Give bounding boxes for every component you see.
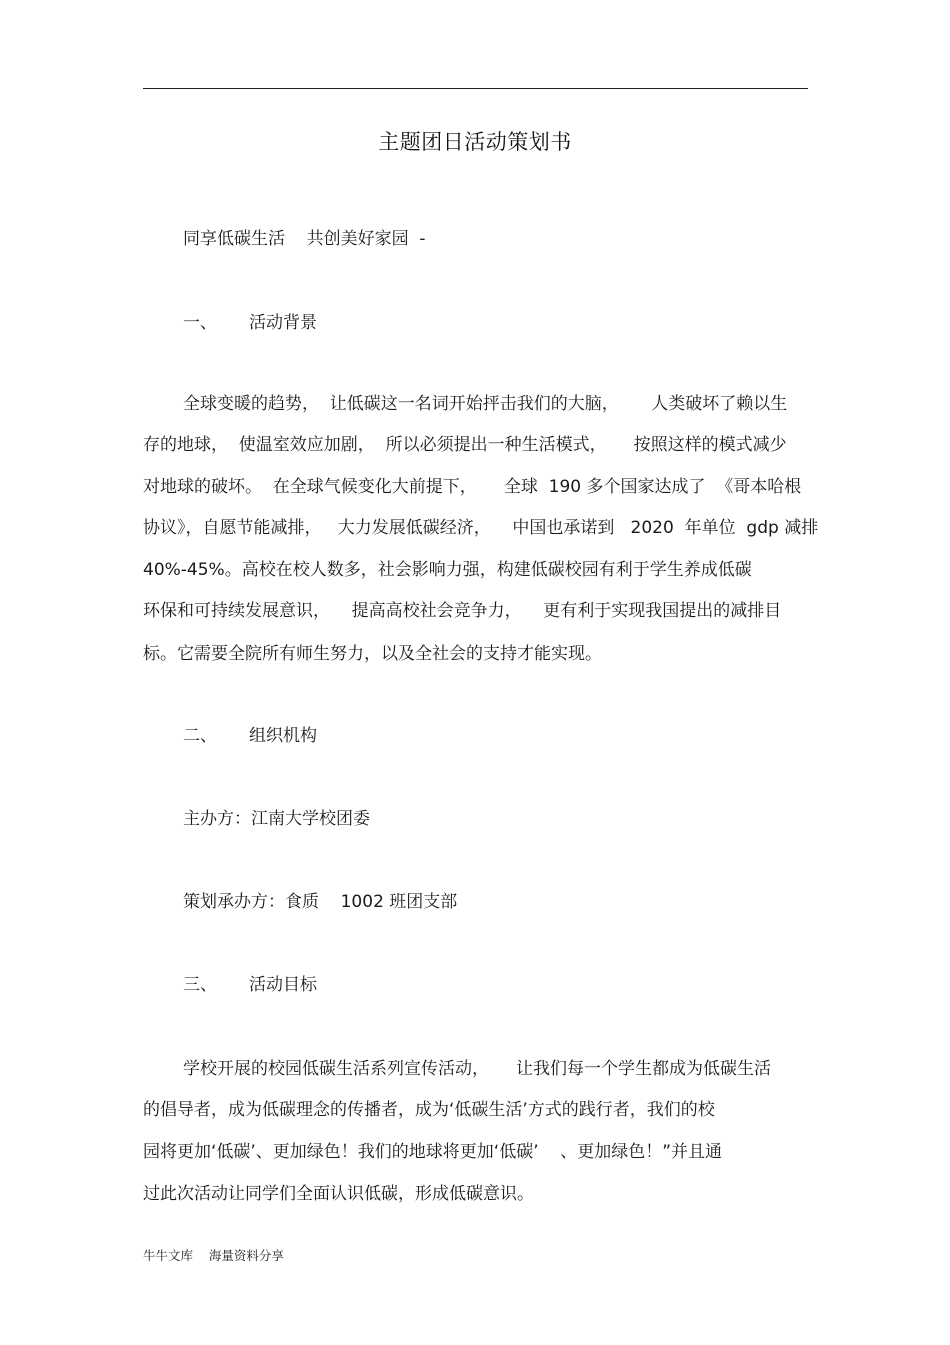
header-rule	[143, 88, 808, 89]
section-2-heading: 组织机构	[249, 726, 317, 746]
document-title: 主题团日活动策划书	[378, 130, 572, 154]
section-2-line: 策划承办方：食质 1002 班团支部	[183, 892, 458, 912]
section-1-line: 存的地球， 使温室效应加剧， 所以必须提出一种生活模式， 按照这样的模式减少	[143, 435, 787, 455]
section-3-line: 园将更加‘低碳’、更加绿色！我们的地球将更加‘低碳’ 、更加绿色！”并且通	[143, 1142, 723, 1162]
section-1-line: 协议》，自愿节能减排， 大力发展低碳经济， 中国也承诺到 2020 年单位 gdp 减排	[143, 518, 819, 538]
section-3-number: 三、	[183, 975, 217, 995]
document-subtitle: 同享低碳生活 共创美好家园 -	[183, 229, 426, 249]
section-1-line: 标。它需要全院所有师生努力，以及全社会的支持才能实现。	[143, 644, 602, 664]
section-1-line: 环保和可持续发展意识， 提高高校社会竞争力， 更有利于实现我国提出的减排目	[143, 601, 782, 621]
page-footer: 牛牛文库 海量资料分享	[143, 1248, 284, 1263]
section-2-line: 主办方：江南大学校团委	[183, 809, 370, 829]
section-3-line: 过此次活动让同学们全面认识低碳，形成低碳意识。	[143, 1184, 534, 1204]
section-2-number: 二、	[183, 726, 217, 746]
section-1-line: 40%-45%。高校在校人数多，社会影响力强，构建低碳校园有利于学生养成低碳	[143, 560, 752, 580]
section-1-line: 全球变暖的趋势， 让低碳这一名词开始抨击我们的大脑， 人类破坏了赖以生	[183, 394, 788, 414]
section-1-number: 一、	[183, 313, 217, 333]
section-3-line: 的倡导者，成为低碳理念的传播者，成为‘低碳生活’方式的践行者，我们的校	[143, 1100, 715, 1120]
section-3-line: 学校开展的校园低碳生活系列宣传活动， 让我们每一个学生都成为低碳生活	[183, 1059, 772, 1079]
section-1-line: 对地球的破坏。 在全球气候变化大前提下， 全球 190 多个国家达成了 《哥本哈根	[143, 477, 802, 497]
section-3-heading: 活动目标	[249, 975, 317, 995]
section-1-heading: 活动背景	[249, 313, 317, 333]
